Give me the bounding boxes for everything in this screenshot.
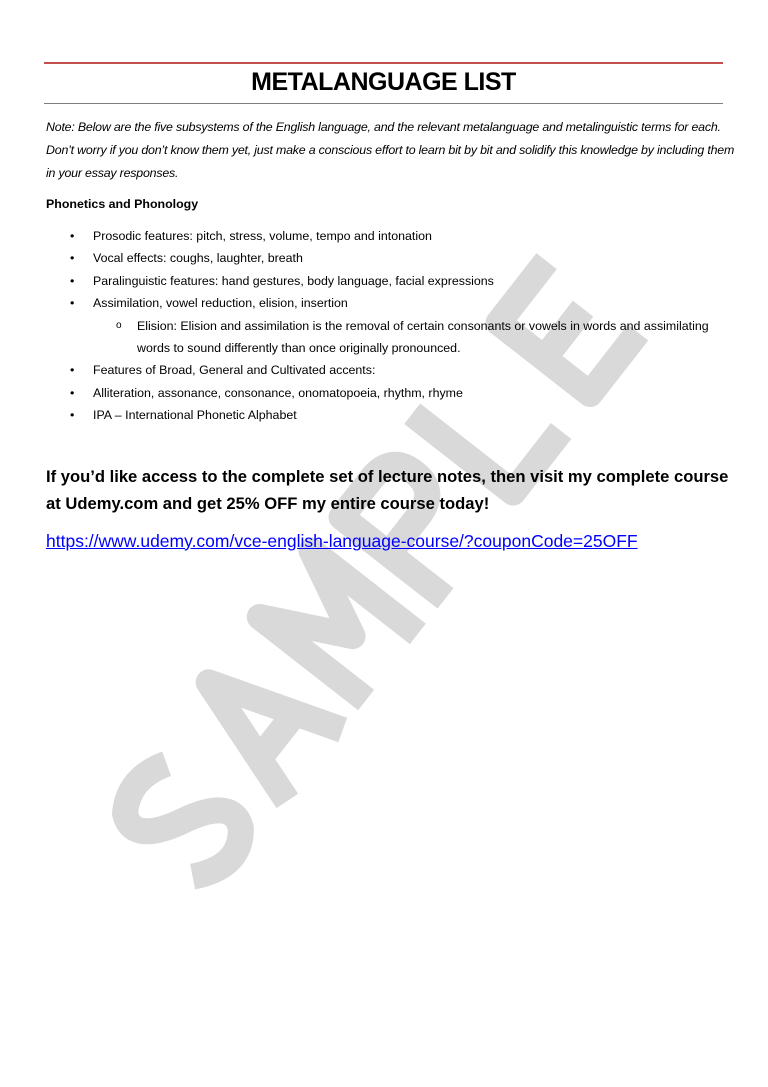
header-rule-bottom — [44, 103, 723, 104]
hollow-bullet-icon: o — [116, 319, 122, 331]
bullet-icon: • — [70, 273, 75, 288]
list-item: • Paralinguistic features: hand gestures, body language, facial expressions — [46, 270, 736, 292]
list-item: • Assimilation, vowel reduction, elision, insertion — [46, 292, 736, 314]
call-to-action: If you’d like access to the complete set of lecture notes, then visit my complete course at Udemy.com and get 25% OFF my entire course today! — [46, 466, 729, 513]
section-heading: Phonetics and Phonology — [46, 197, 199, 211]
list-item: • IPA – International Phonetic Alphabet — [46, 404, 736, 426]
bullet-icon: • — [70, 229, 75, 243]
sub-list-item: o Elision: Elision and assimilation is the removal of certain consonants or vowels in words and assimilating words to sound differently than once originally pronounced. — [46, 315, 736, 360]
page-title: METALANGUAGE LIST — [251, 68, 516, 96]
list-item: • Alliteration, assonance, consonance, onomatopoeia, rhythm, rhyme — [46, 382, 736, 404]
document-body — [46, 116, 736, 553]
watermark-letter-m — [260, 551, 418, 700]
list-item: • Prosodic features: pitch, stress, volume, tempo and intonation — [46, 225, 736, 247]
list-item: • Features of Broad, General and Cultivated accents: — [46, 359, 736, 381]
bullet-icon: • — [70, 296, 75, 311]
bullet-icon: • — [70, 408, 75, 423]
watermark-letter-a — [181, 647, 343, 801]
term-list — [46, 225, 736, 427]
watermark-letter-s — [113, 756, 253, 888]
course-link[interactable]: https://www.udemy.com/vce-english-language-course/?couponCode=25OFF — [46, 530, 638, 551]
bullet-icon: • — [70, 385, 75, 400]
bullet-icon: • — [70, 251, 75, 266]
bullet-icon: • — [70, 363, 75, 378]
intro-note: Note: Below are the five subsystems of the English language, and the relevant metalanguage and metalinguistic terms for each. Don’t worry if you don’t know them yet, just make a conscious effort to learn bit by bit and solidify this knowledge by including them in your essay responses. — [46, 120, 735, 180]
header-rule-top — [44, 62, 723, 64]
list-item: • Vocal effects: coughs, laughter, breath — [46, 247, 736, 269]
